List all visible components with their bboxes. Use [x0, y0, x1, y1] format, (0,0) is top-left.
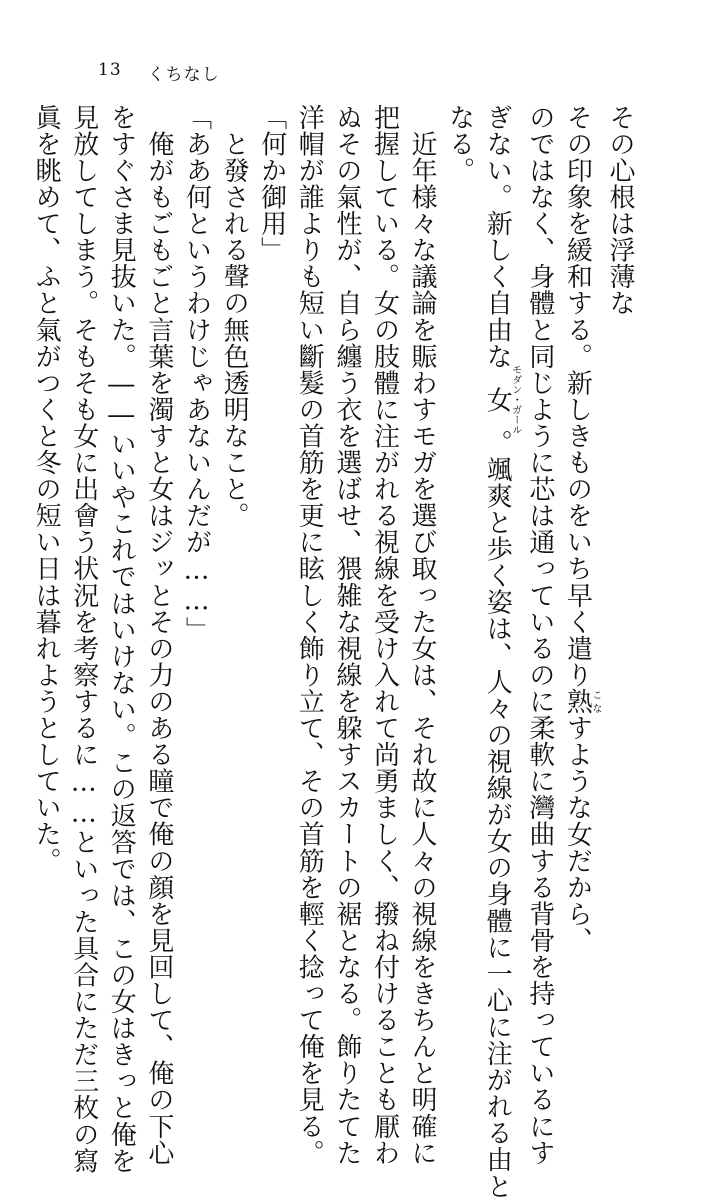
text-column: 洋帽が誰よりも短い斷髮の首筋を更に眩しく飾り立て、その首筋を輕く捻って俺を見る。 [294, 104, 325, 1166]
text-column: その心根は浮薄な [605, 104, 635, 317]
text-column: その印象を緩和する。新しきものをいち早く遣り熟こなすような女だから、 [562, 104, 601, 954]
text-column: 「ああ何というわけじゃあないんだが……」 [181, 104, 212, 643]
text-column: 眞を眺めて、ふと氣がつくと冬の短い日は暮れようとしていた。 [31, 104, 62, 874]
ruby-annotation: 女モダン・ガール [482, 364, 521, 435]
text-column: 「何か御用」 [256, 104, 287, 264]
text-column: 見放してしまう。そもそも女に出會う状況を考察するに……といった具合にただ三枚の寫 [68, 104, 99, 1174]
text-column: 把握している。女の肢體に注がれる視線を受け入れて尚勇ましく、撥ね付けることも厭わ [369, 104, 400, 1166]
text-column: と發される聲の無色透明なこと。 [219, 104, 250, 529]
text-column: ぎない。新しく自由な女モダン・ガール。颯爽と歩く姿は、人々の視線が女の身體に一心に注がれる由と [482, 104, 521, 1199]
text-column: ぬその氣性が、自ら纏う衣を選ばせ、猥雑な視線を躱すスカートの裾となる。飾りたてた [331, 104, 362, 1166]
text-column: 近年様々な議論を賑わすモガを選び取った女は、それ故に人々の視線をきちんと明確に [407, 104, 438, 1166]
text-column: をすぐさま見抜いた。――いいやこれではいけない。この返答では、この女はきっと俺を [106, 104, 137, 1174]
text-column: のではなく、身體と同じように芯は通っているのに柔軟に灣曲する背骨を持っているにす [524, 104, 555, 1166]
text-column: 俺がもごもごと言葉を濁すと女はジッとその力のある瞳で俺の顔を見回して、俺の下心 [143, 104, 174, 1166]
page-header [98, 60, 220, 85]
text-column: なる。 [444, 104, 475, 184]
running-title: くちなし [147, 65, 220, 85]
vertical-text-body [31, 104, 638, 1199]
ruby-annotation: 熟こな [562, 688, 601, 715]
page-number: 13 [98, 60, 122, 80]
